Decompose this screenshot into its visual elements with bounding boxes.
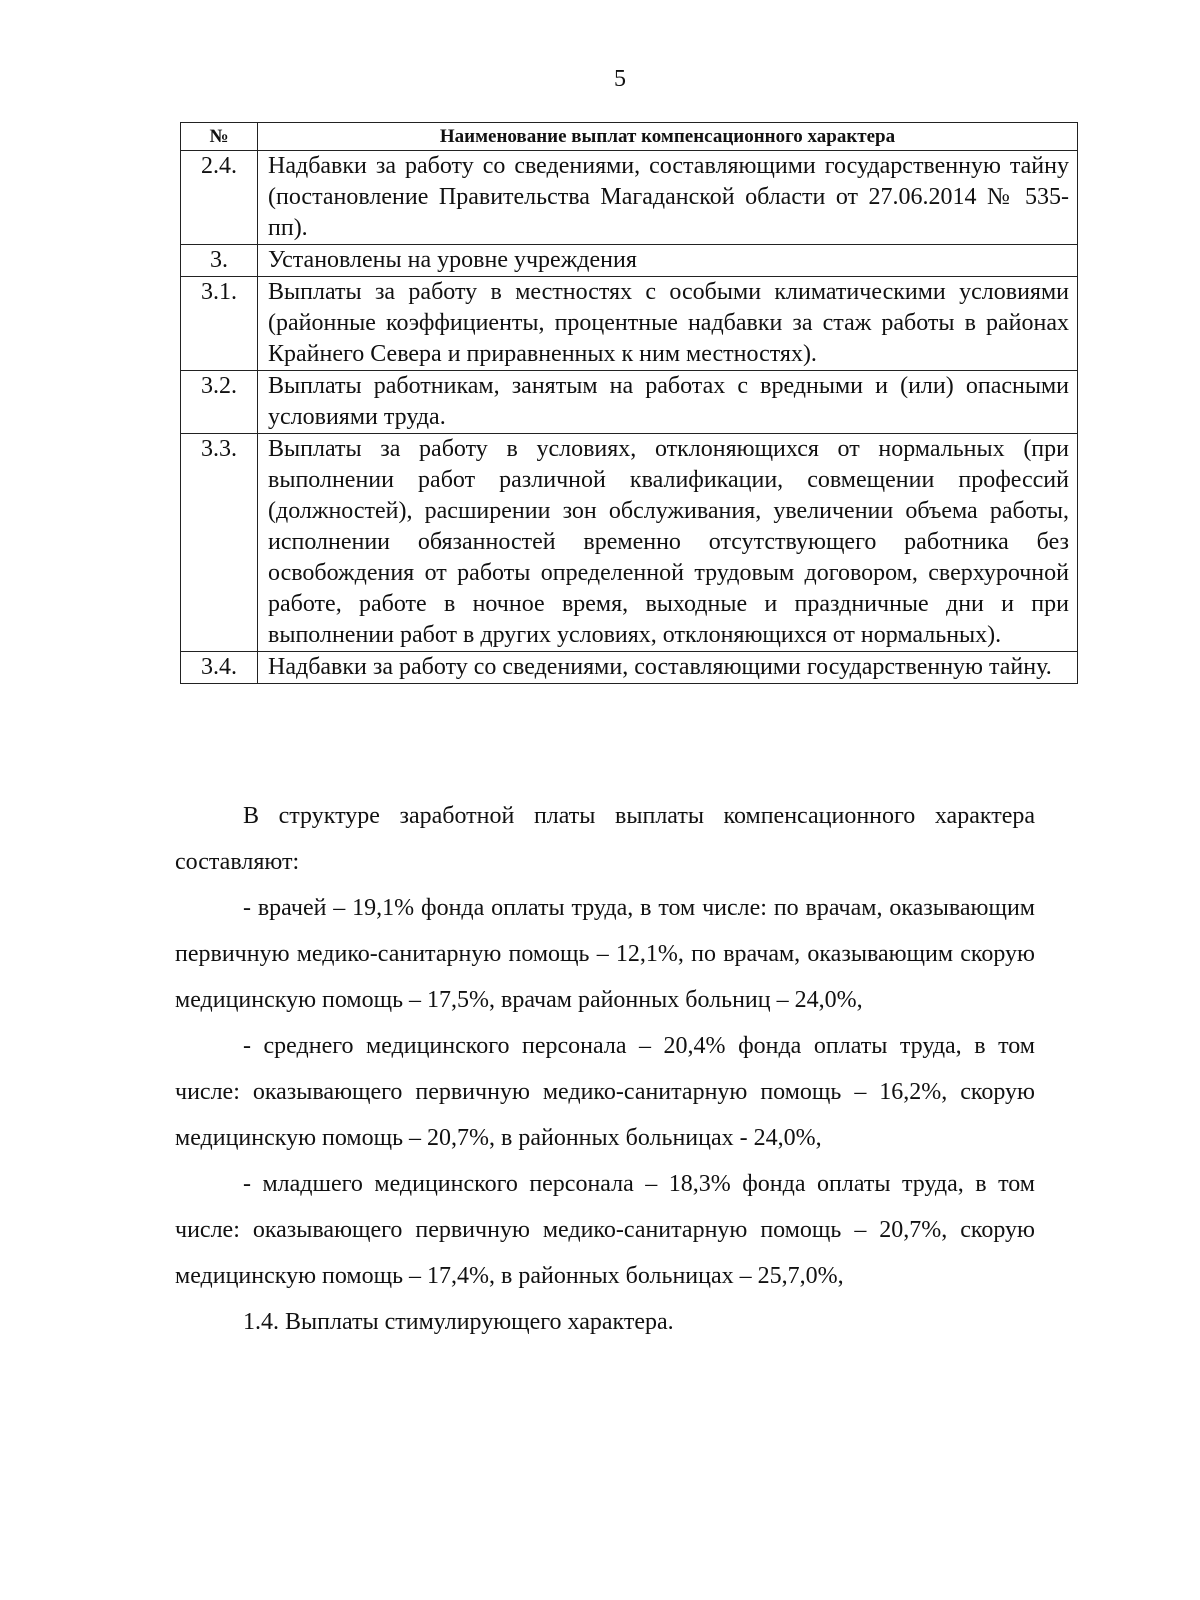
paragraph-doctors: - врачей – 19,1% фонда оплаты труда, в том числе: по врачам, оказывающим первичную медико-санитарную помощь – 12,1%, по врачам, оказывающим скорую медицинскую помощь – 17,5%, врачам районных больниц – 24,0%, bbox=[175, 895, 1035, 1013]
table-row bbox=[181, 151, 1078, 245]
row-text: Выплаты за работу в условиях, отклоняющихся от нормальных (при выполнении работ различной квалификации, совмещении профессий (должностей), расширении зон обслуживания, увеличении объема работы, исполнении обязанностей временно отсутствующего работника без освобождения от работы определенной трудовым договором, сверхурочной работе, работе в ночное время, выходные и праздничные дни и при выполнении работ в других условиях, отклоняющихся от нормальных). bbox=[258, 434, 1078, 652]
row-text: Надбавки за работу со сведениями, составляющими государственную тайну. bbox=[258, 652, 1078, 684]
paragraph-incentive-payments-heading: 1.4. Выплаты стимулирующего характера. bbox=[243, 1309, 674, 1335]
row-number: 3. bbox=[181, 245, 258, 277]
paragraph-structure-intro: В структуре заработной платы выплаты компенсационного характера составляют: bbox=[175, 803, 1035, 875]
row-text: Выплаты за работу в местностях с особыми климатическими условиями (районные коэффициенты, процентные надбавки за стаж работы в районах Крайнего Севера и приравненных к ним местностях). bbox=[258, 277, 1078, 371]
table-row bbox=[181, 371, 1078, 434]
paragraph-junior-staff: - младшего медицинского персонала – 18,3% фонда оплаты труда, в том числе: оказывающего первичную медико-санитарную помощь – 20,7%, скорую медицинскую помощь – 17,4%, в районных больницах – 25,7,0%, bbox=[175, 1171, 1035, 1289]
compensation-payments-table bbox=[180, 122, 1078, 684]
row-number: 2.4. bbox=[181, 151, 258, 245]
row-text: Выплаты работникам, занятым на работах с вредными и (или) опасными условиями труда. bbox=[258, 371, 1078, 434]
row-number: 3.3. bbox=[181, 434, 258, 652]
table-row bbox=[181, 245, 1078, 277]
table-row bbox=[181, 277, 1078, 371]
row-number: 3.2. bbox=[181, 371, 258, 434]
body-text bbox=[175, 793, 1035, 1345]
page-number: 5 bbox=[614, 66, 626, 92]
column-header-name: Наименование выплат компенсационного характера bbox=[258, 123, 1078, 151]
column-header-number: № bbox=[181, 123, 258, 151]
row-text: Надбавки за работу со сведениями, составляющими государственную тайну (постановление Правительства Магаданской области от 27.06.2014 № 535-пп). bbox=[258, 151, 1078, 245]
table-header-row bbox=[181, 123, 1078, 151]
row-number: 3.4. bbox=[181, 652, 258, 684]
row-text: Установлены на уровне учреждения bbox=[258, 245, 1078, 277]
row-number: 3.1. bbox=[181, 277, 258, 371]
table-row bbox=[181, 652, 1078, 684]
table-row bbox=[181, 434, 1078, 652]
paragraph-nursing-staff: - среднего медицинского персонала – 20,4% фонда оплаты труда, в том числе: оказывающего первичную медико-санитарную помощь – 16,2%, скорую медицинскую помощь – 20,7%, в районных больницах - 24,0%, bbox=[175, 1033, 1035, 1151]
